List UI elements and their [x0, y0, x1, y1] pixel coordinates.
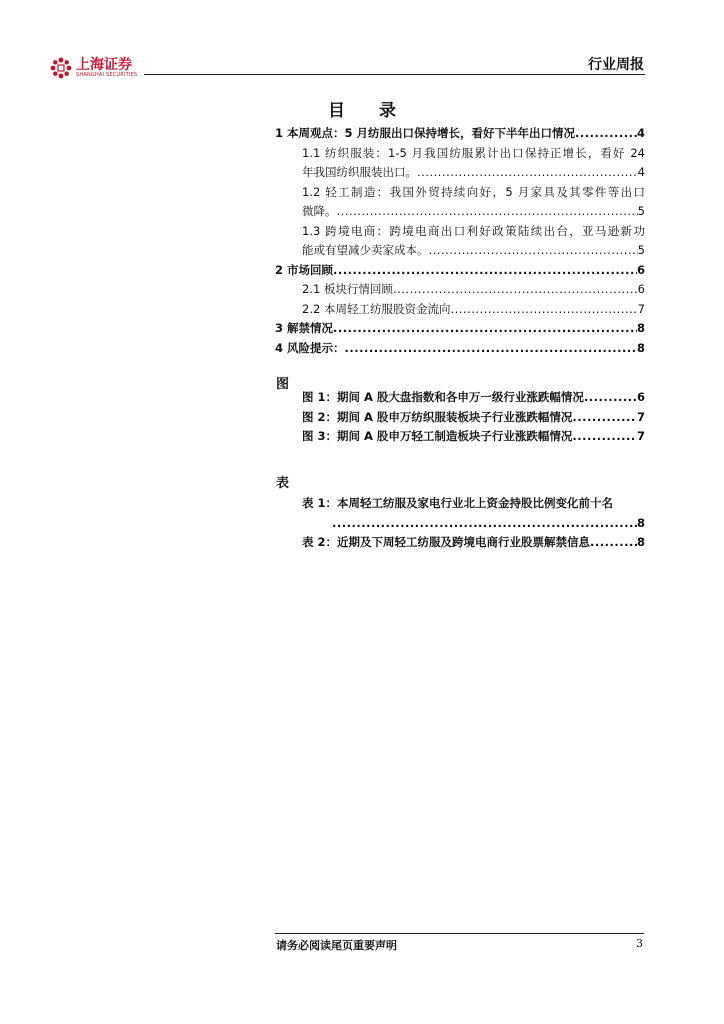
figure-entry-label: 图 3：期间 A 股申万轻工制造板块子行业涨跌幅情况	[302, 429, 573, 443]
figure-entry-page: 7	[636, 409, 645, 424]
toc-entry-label-line2: 年我国纺织服装出口。	[302, 165, 417, 179]
toc-entry-label: 1 本周观点：5 月纺服出口保持增长，看好下半年出口情况	[275, 126, 576, 140]
toc-entry-1-3[interactable]	[275, 222, 645, 261]
toc-leader-dots	[345, 339, 637, 359]
page-number: 3	[636, 937, 643, 950]
toc-entry-label: 2.2 本周轻工纺服股资金流向	[302, 301, 451, 316]
figures-list	[275, 388, 645, 447]
toc-entry-4[interactable]	[275, 339, 645, 359]
toc-entry-label-line2: 能或有望减少卖家成本。	[302, 243, 429, 257]
toc-entry-label-line1: 1.1 纺织服装：1-5 月我国纺服累计出口保持正增长，看好 24	[302, 145, 645, 160]
toc-entry-page: 6	[636, 262, 645, 277]
toc-entry-page: 4	[637, 165, 645, 179]
toc-entry-1-2[interactable]	[275, 183, 645, 222]
table-entry-page: 8	[636, 515, 645, 530]
toc-entry-2-1[interactable]	[275, 280, 645, 300]
toc-title: 目 录	[328, 101, 410, 121]
table-entry-2[interactable]	[275, 533, 645, 553]
toc-entry-page: 8	[636, 340, 645, 355]
header-divider	[144, 74, 645, 75]
toc-leader-dots	[450, 300, 637, 320]
toc-entry-label-line1: 1.2 轻工制造：我国外贸持续向好，5 月家具及其零件等出口	[302, 184, 645, 199]
footer-disclaimer: 请务必阅读尾页重要声明	[276, 939, 397, 952]
toc-leader-dots	[393, 280, 638, 300]
toc-leader-dots	[333, 261, 637, 281]
toc-leader-dots	[590, 533, 637, 553]
toc-entry-page: 5	[637, 243, 645, 257]
logo-english-name: SHANGHAI SECURITIES	[76, 72, 138, 78]
toc-entry-page: 8	[636, 321, 645, 335]
toc-leader-dots	[333, 319, 637, 339]
figure-entry-2[interactable]	[275, 408, 645, 428]
figure-entry-label: 图 1：期间 A 股大盘指数和各申万一级行业涨跌幅情况	[302, 390, 584, 404]
toc-leader-dots	[584, 388, 637, 408]
toc-leader-dots	[575, 124, 637, 144]
table-entry-page: 8	[636, 535, 645, 549]
figure-entry-page: 6	[636, 390, 645, 404]
toc-leader-dots	[417, 163, 638, 183]
toc-entry-page: 5	[637, 204, 645, 218]
toc-entry-1[interactable]	[275, 124, 645, 144]
toc-entry-2[interactable]	[275, 261, 645, 281]
toc-entry-label: 2 市场回顾	[275, 262, 334, 277]
tables-list	[275, 494, 645, 553]
figure-entry-3[interactable]	[275, 427, 645, 447]
toc-entry-label-line2: 微降。	[302, 204, 337, 218]
toc-leader-dots	[332, 514, 637, 534]
logo-chinese-name: 上海证券	[76, 57, 132, 73]
toc-entry-page: 4	[636, 126, 645, 140]
toc-leader-dots	[429, 241, 638, 261]
toc-entry-1-1[interactable]	[275, 144, 645, 183]
report-type-label: 行业周报	[588, 57, 644, 73]
toc-entry-label-line1: 1.3 跨境电商：跨境电商出口利好政策陆续出台，亚马逊新功	[302, 223, 645, 238]
toc-leader-dots	[572, 408, 637, 428]
company-logo	[50, 56, 137, 80]
table-entry-1[interactable]	[275, 494, 645, 533]
figure-entry-page: 7	[636, 429, 645, 443]
toc-entry-2-2[interactable]	[275, 300, 645, 320]
logo-emblem-icon	[50, 57, 72, 79]
toc-entry-label: 3 解禁情况	[275, 321, 334, 335]
toc-entry-label: 2.1 板块行情回顾	[302, 282, 393, 296]
toc-leader-dots	[337, 202, 638, 222]
figure-entry-label: 图 2：期间 A 股申万纺织服装板块子行业涨跌幅情况	[302, 409, 573, 424]
table-entry-label: 表 1：本周轻工纺服及家电行业北上资金持股比例变化前十名	[302, 496, 614, 510]
figure-entry-1[interactable]	[275, 388, 645, 408]
toc-entry-label: 4 风险提示：	[275, 340, 345, 355]
toc-entry-page: 6	[637, 282, 645, 296]
tables-heading: 表	[276, 476, 290, 491]
toc-list	[275, 124, 645, 358]
toc-leader-dots	[572, 427, 637, 447]
figures-heading: 图	[276, 377, 290, 392]
footer-divider	[275, 933, 644, 934]
table-entry-label: 表 2：近期及下周轻工纺服及跨境电商行业股票解禁信息	[302, 535, 591, 549]
toc-entry-3[interactable]	[275, 319, 645, 339]
toc-entry-page: 7	[637, 301, 645, 316]
